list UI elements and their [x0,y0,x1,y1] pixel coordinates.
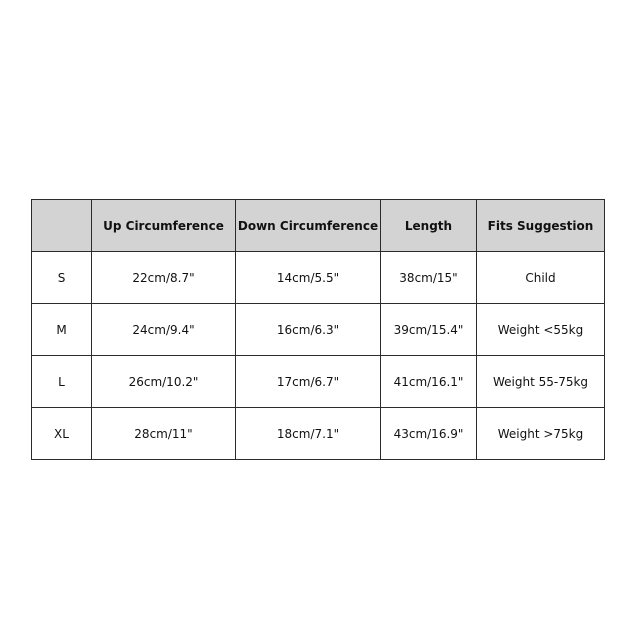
table-header-row [32,200,605,252]
header-cell-length: Length [381,200,477,252]
header-cell-up-circumference: Up Circumference [92,200,236,252]
table-row [32,408,605,460]
header-cell-fits-suggestion: Fits Suggestion [477,200,605,252]
size-cell: S [32,252,92,304]
table-row [32,304,605,356]
down-circumference-cell: 18cm/7.1" [236,408,381,460]
length-cell: 41cm/16.1" [381,356,477,408]
up-circumference-cell: 24cm/9.4" [92,304,236,356]
up-circumference-cell: 22cm/8.7" [92,252,236,304]
fits-suggestion-cell: Weight >75kg [477,408,605,460]
down-circumference-cell: 17cm/6.7" [236,356,381,408]
table-row [32,252,605,304]
size-cell: M [32,304,92,356]
size-cell: L [32,356,92,408]
header-cell-down-circumference: Down Circumference [236,200,381,252]
down-circumference-cell: 16cm/6.3" [236,304,381,356]
header-cell-size [32,200,92,252]
fits-suggestion-cell: Weight 55-75kg [477,356,605,408]
down-circumference-cell: 14cm/5.5" [236,252,381,304]
up-circumference-cell: 26cm/10.2" [92,356,236,408]
size-chart-table [31,199,605,460]
size-cell: XL [32,408,92,460]
length-cell: 38cm/15" [381,252,477,304]
length-cell: 43cm/16.9" [381,408,477,460]
fits-suggestion-cell: Weight <55kg [477,304,605,356]
length-cell: 39cm/15.4" [381,304,477,356]
up-circumference-cell: 28cm/11" [92,408,236,460]
fits-suggestion-cell: Child [477,252,605,304]
table-row [32,356,605,408]
